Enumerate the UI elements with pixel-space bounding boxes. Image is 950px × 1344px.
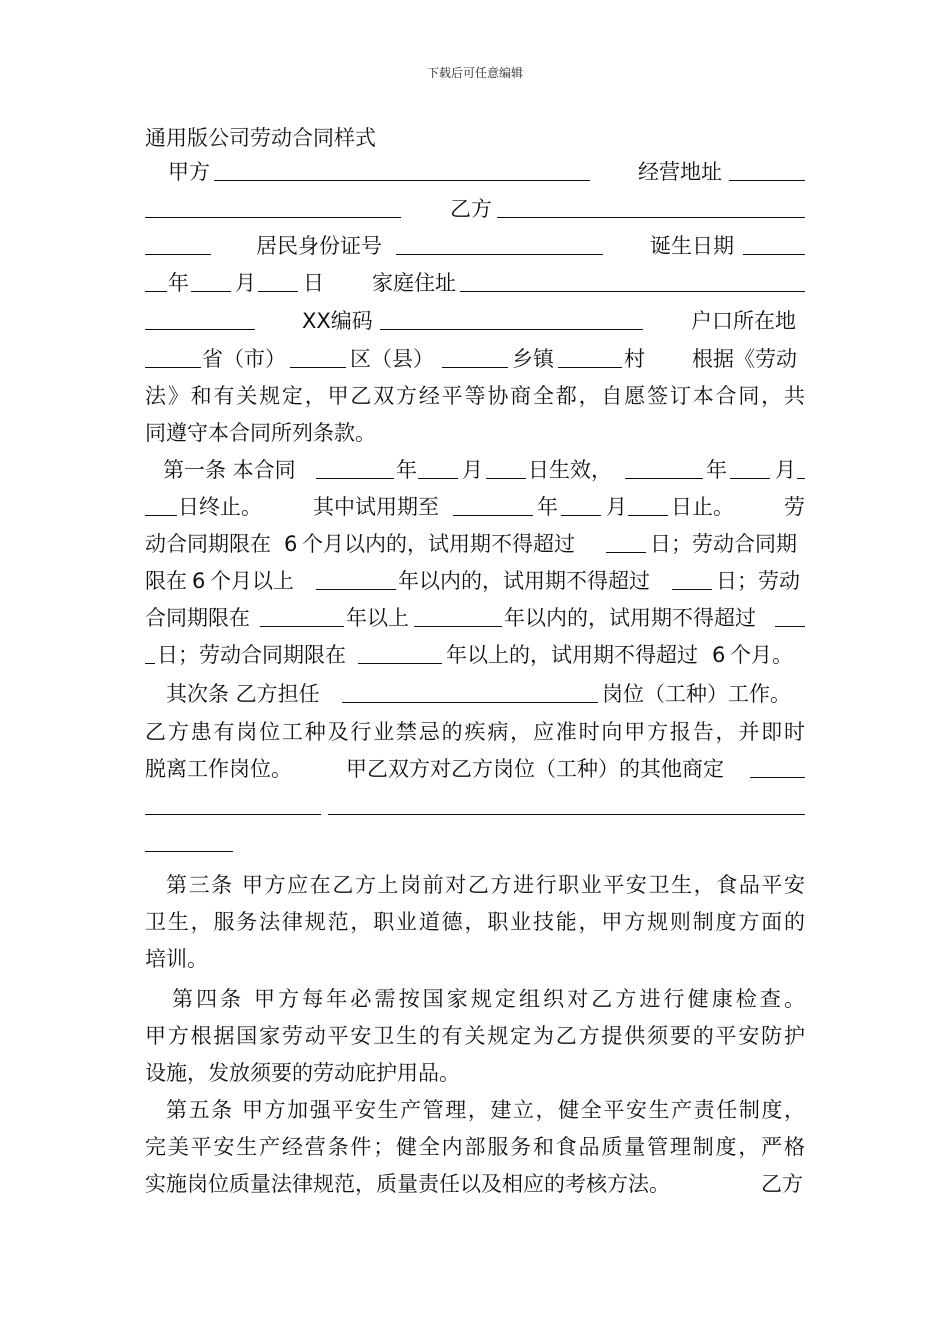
household-location-label: 户口所在地 [691, 309, 796, 333]
article1-line5-b: 年以上 [346, 606, 409, 630]
end-day-blank[interactable] [797, 456, 805, 479]
article2-line3: 脱离工作岗位。 [145, 757, 292, 781]
term-long-year-blank[interactable] [358, 641, 442, 664]
probation-day-blank[interactable] [628, 493, 668, 516]
article4-line1: 第四条 甲方每年必需按国家规定组织对乙方进行健康检查。 [172, 987, 805, 1011]
start-day-blank[interactable] [486, 456, 526, 479]
article1-month-2: 月 [775, 458, 796, 482]
township-label: 乡镇 [512, 347, 554, 371]
postcode-blank[interactable] [380, 307, 643, 330]
id-number-blank[interactable] [396, 232, 603, 255]
end-day-blank-2[interactable] [145, 493, 177, 516]
article3-line2: 卫生，服务法律规范，职业道德，职业技能，甲方规则制度方面的 [145, 910, 805, 934]
article1-line6-a: 日；劳动合同期限在 [157, 643, 346, 667]
article1-year: 年 [396, 458, 417, 482]
article5-line1: 第五条 甲方加强平安生产管理，建立，健全平安生产责任制度， [166, 1098, 805, 1122]
article3-line1: 第三条 甲方应在乙方上岗前对乙方进行职业平安卫生，食品平安 [166, 873, 805, 897]
village-label: 村 [624, 347, 645, 371]
birth-date-blank[interactable] [743, 232, 805, 255]
other-agreement-blank-2[interactable] [145, 792, 321, 815]
other-agreement-blank[interactable] [750, 755, 805, 778]
other-agreement-blank-3[interactable] [328, 792, 805, 815]
day-label: 日 [303, 271, 324, 295]
article2-line2: 乙方患有岗位工种及行业禁忌的疾病，应准时向甲方报告，并即时 [145, 720, 805, 744]
business-address-blank[interactable] [729, 158, 805, 181]
start-month-blank[interactable] [418, 456, 458, 479]
probation-limit-1-blank[interactable] [606, 530, 646, 553]
article1-line5-c: 年以内的，试用期不得超过 [504, 606, 756, 630]
end-month-blank[interactable] [730, 456, 770, 479]
article1-six: 6 [284, 532, 298, 556]
other-agreement-blank-4[interactable] [145, 829, 233, 852]
intro-line-3: 同遵守本合同所列条款。 [145, 421, 376, 445]
province-blank[interactable] [145, 345, 201, 368]
article1-six-2: 6 [192, 569, 206, 593]
article1-probation: 其中试用期至 [313, 495, 439, 519]
article1-line3-b: 个月以内的，试用期不得超过 [302, 532, 575, 556]
article1-probation-end: 日止。 [671, 495, 734, 519]
article4-line2: 甲方根据国家劳动平安卫生的有关规定为乙方提供须要的平安防护 [145, 1024, 805, 1048]
article1-line4-c: 年以内的，试用期不得超过 [398, 569, 650, 593]
probation-month-blank[interactable] [561, 493, 601, 516]
end-year-blank[interactable] [625, 456, 703, 479]
article3-line3: 培训。 [145, 947, 208, 971]
article1-end: 日终止。 [178, 495, 262, 519]
township-blank[interactable] [442, 345, 508, 368]
party-b-blank[interactable] [497, 195, 805, 218]
article1-year-3: 年 [537, 495, 558, 519]
position-blank[interactable] [342, 680, 598, 703]
month-label: 月 [235, 271, 256, 295]
probation-limit-2-blank[interactable] [672, 567, 712, 590]
home-address-blank[interactable] [460, 269, 805, 292]
article1-six-3: 6 [712, 643, 726, 667]
party-a-label: 甲方 [168, 160, 210, 184]
article2-position: 岗位（工种）工作。 [602, 682, 791, 706]
article2-other: 甲乙双方对乙方岗位（工种）的其他商定 [346, 757, 724, 781]
home-address-blank-2[interactable] [145, 307, 255, 330]
birth-day-blank[interactable] [258, 269, 298, 292]
term-min-year-blank[interactable] [260, 604, 344, 627]
article1-line4-a: 限在 [145, 569, 187, 593]
intro-start: 根据《劳动 [692, 347, 797, 371]
party-b-label: 乙方 [450, 197, 492, 221]
article1-effective: 日生效， [528, 458, 612, 482]
article1-line6-c: 个月。 [730, 643, 793, 667]
probation-limit-3-blank[interactable] [775, 604, 805, 627]
party-b-blank-2[interactable] [145, 232, 211, 255]
intro-line-2: 法》和有关规定，甲乙双方经平等协商全都，自愿签订本合同，共 [145, 384, 805, 408]
postcode-label: XX编码 [302, 309, 373, 333]
article5-line3-end: 乙方 [761, 1172, 803, 1196]
article1-month-3: 月 [606, 495, 627, 519]
term-year-blank[interactable] [316, 567, 396, 590]
article5-line3: 实施岗位质量法律规范，质量责任以及相应的考核方法。 [145, 1172, 670, 1196]
page-header: 下载后可任意编辑 [426, 66, 523, 80]
article1-month: 月 [462, 458, 483, 482]
article1-line4-d: 日；劳动 [716, 569, 800, 593]
article1-labor-start: 劳 [784, 495, 805, 519]
village-blank[interactable] [558, 345, 622, 368]
article1-label: 第一条 本合同 [163, 458, 296, 482]
document-title: 通用版公司劳动合同样式 [145, 126, 376, 150]
home-address-label: 家庭住址 [372, 271, 456, 295]
article1-line3-c: 日；劳动合同期 [650, 532, 797, 556]
article2-label: 其次条 乙方担任 [166, 682, 320, 706]
district-label: 区（县） [350, 347, 434, 371]
province-label: 省（市） [202, 347, 286, 371]
probation-limit-3-blank-2[interactable] [145, 641, 155, 664]
probation-year-blank[interactable] [453, 493, 533, 516]
id-number-label: 居民身份证号 [256, 234, 382, 258]
article1-year-2: 年 [706, 458, 727, 482]
term-max-year-blank[interactable] [414, 604, 502, 627]
article4-line3: 设施，发放须要的劳动庇护用品。 [145, 1061, 460, 1085]
article5-line2: 完美平安生产经营条件；健全内部服务和食品质量管理制度，严格 [145, 1135, 805, 1159]
article1-line6-b: 年以上的，试用期不得超过 [446, 643, 698, 667]
business-address-label: 经营地址 [638, 160, 722, 184]
birth-year-blank[interactable] [145, 269, 167, 292]
article1-line5-a: 合同期限在 [145, 606, 250, 630]
district-blank[interactable] [290, 345, 346, 368]
party-a-blank[interactable] [214, 158, 590, 181]
birth-date-label: 诞生日期 [650, 234, 734, 258]
article1-line4-b: 个月以上 [210, 569, 294, 593]
article1-line3-a: 动合同期限在 [145, 532, 271, 556]
year-label: 年 [168, 271, 189, 295]
business-address-blank-2[interactable] [145, 195, 401, 218]
birth-month-blank[interactable] [191, 269, 231, 292]
start-year-blank[interactable] [316, 456, 394, 479]
